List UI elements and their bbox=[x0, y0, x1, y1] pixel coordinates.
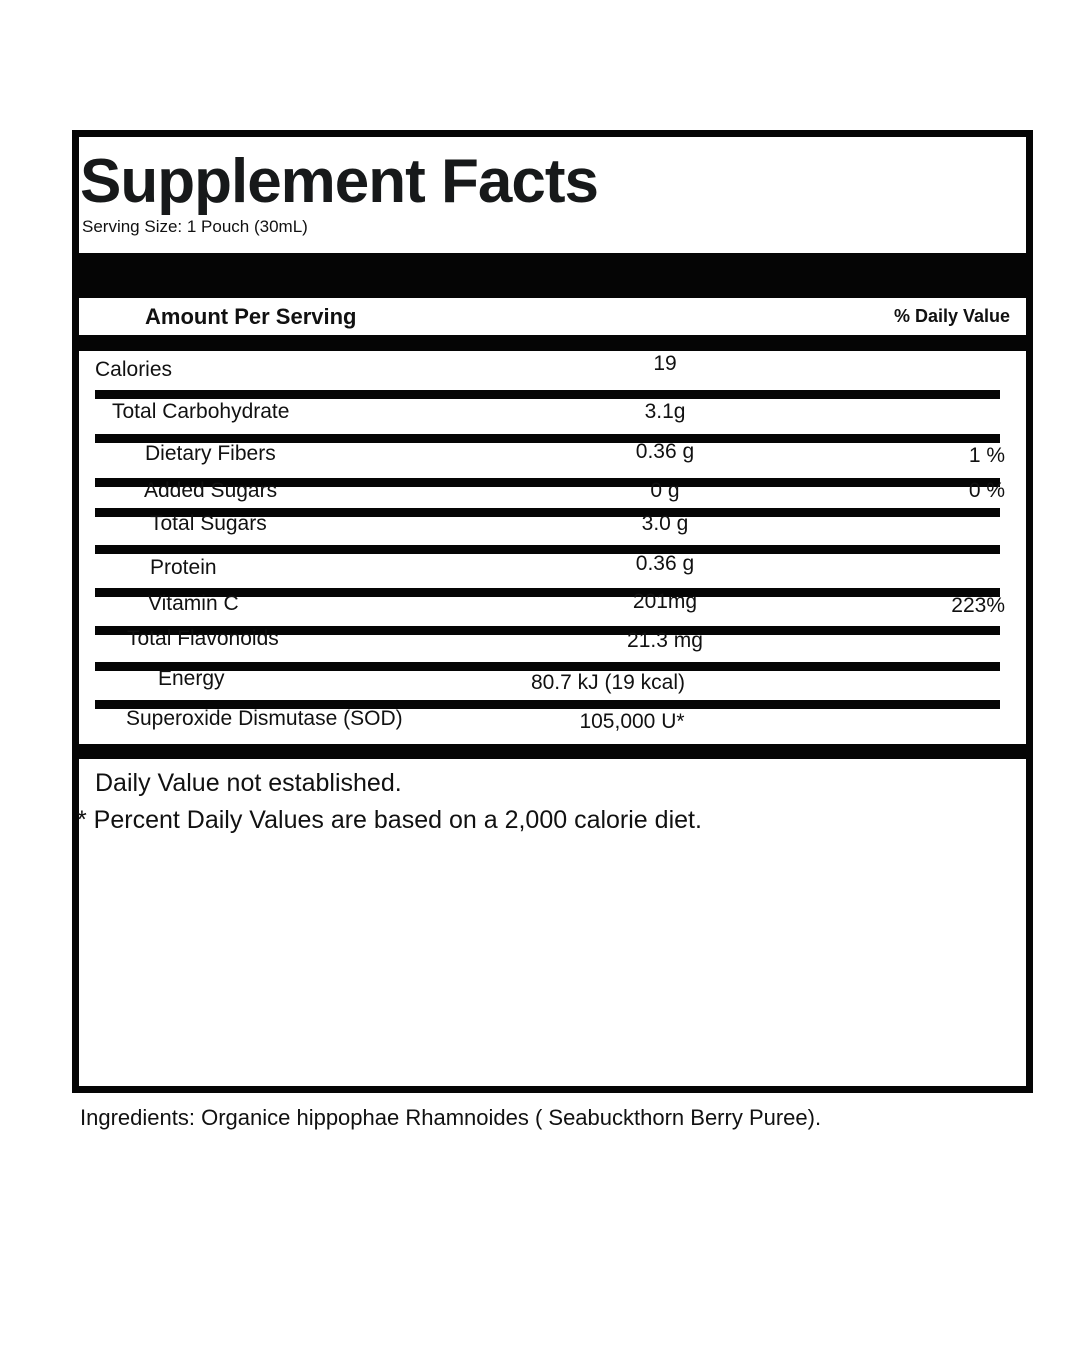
nutrient-amount: 0 g bbox=[650, 479, 680, 502]
nutrient-amount: 0.36 g bbox=[635, 440, 695, 463]
nutrient-label: Vitamin C bbox=[148, 592, 239, 615]
serving-size-text: Serving Size: 1 Pouch (30mL) bbox=[82, 217, 308, 236]
daily-value-header: % Daily Value bbox=[893, 306, 1010, 326]
nutrient-label: Total Carbohydrate bbox=[112, 400, 290, 423]
table-row-total-sugars bbox=[79, 510, 1026, 538]
nutrient-label: Protein bbox=[150, 556, 217, 579]
bottom-divider-bar bbox=[79, 744, 1026, 759]
nutrient-amount: 0.36 g bbox=[635, 552, 695, 575]
nutrient-label: Dietary Fibers bbox=[145, 442, 276, 465]
footnote-daily-value: Daily Value not established. bbox=[95, 769, 402, 797]
amount-per-serving-header: Amount Per Serving bbox=[145, 304, 357, 329]
table-row-added-sugars bbox=[79, 477, 1026, 505]
ingredients-text: Ingredients: Organice hippophae Rhamnoides ( Seabuckthorn Berry Puree). bbox=[80, 1105, 822, 1130]
nutrient-amount: 80.7 kJ (19 kcal) bbox=[530, 671, 686, 694]
nutrient-amount: 105,000 U* bbox=[579, 710, 685, 733]
nutrient-label: Superoxide Dismutase (SOD) bbox=[126, 707, 403, 730]
nutrient-amount: 3.1g bbox=[644, 400, 686, 423]
nutrient-label: Calories bbox=[95, 358, 173, 381]
nutrient-label: Total Flavonoids bbox=[127, 627, 279, 650]
nutrient-amount: 201mg bbox=[632, 590, 698, 613]
nutrient-daily-value: 1 % bbox=[968, 444, 1005, 467]
supplement-facts-panel bbox=[72, 130, 1033, 1093]
table-row-vitamin-c bbox=[79, 590, 1026, 618]
footnote-percent-daily-values: * Percent Daily Values are based on a 2,000 calorie diet. bbox=[77, 806, 702, 834]
panel-title: Supplement Facts bbox=[80, 147, 598, 216]
table-header-row bbox=[79, 298, 1026, 335]
nutrient-amount: 19 bbox=[653, 352, 677, 375]
nutrient-daily-value: 0 % bbox=[968, 479, 1005, 502]
table-row-superoxide-dismutase bbox=[79, 705, 1026, 733]
table-row-dietary-fibers bbox=[79, 440, 1026, 468]
table-row-protein bbox=[79, 554, 1026, 582]
nutrient-amount: 21.3 mg bbox=[627, 629, 703, 652]
top-divider-bar bbox=[79, 253, 1026, 298]
table-row-total-flavonoids bbox=[79, 625, 1026, 653]
nutrient-label: Energy bbox=[158, 667, 225, 690]
table-row-calories bbox=[79, 352, 1026, 384]
nutrient-label: Added Sugars bbox=[144, 479, 278, 502]
nutrient-daily-value: 223% bbox=[951, 594, 1005, 617]
panel-inner bbox=[79, 137, 1026, 1086]
nutrient-amount: 3.0 g bbox=[641, 512, 689, 535]
table-row-total-carbohydrate bbox=[79, 398, 1026, 426]
header-divider-bar bbox=[79, 335, 1026, 351]
table-row-energy bbox=[79, 665, 1026, 693]
nutrient-label: Total Sugars bbox=[150, 512, 267, 535]
